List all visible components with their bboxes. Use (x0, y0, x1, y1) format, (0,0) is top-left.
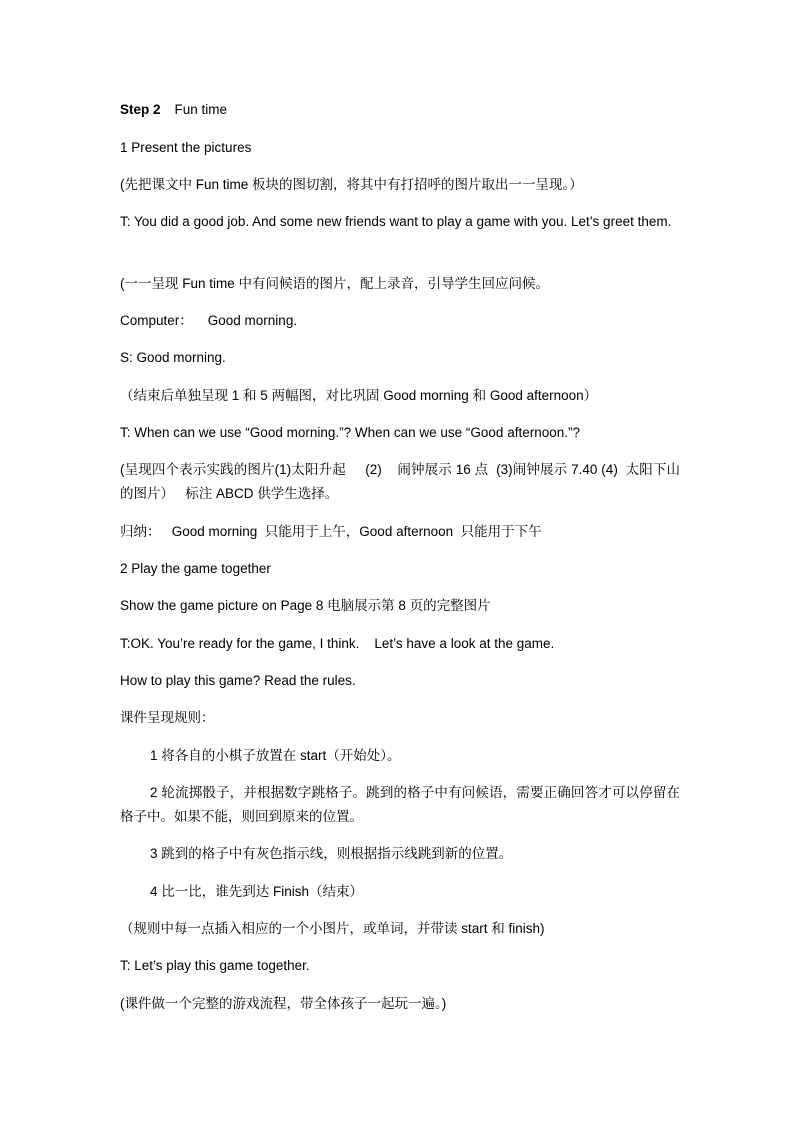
computer-line: Computer： Good morning. (120, 313, 298, 328)
instruction-note: (一一呈现 Fun time 中有问候语的图片，配上录音，引导学生回应问候。 (120, 276, 550, 291)
teacher-line: T:OK. You’re ready for the game, I think. Let’s have a look at the game. (120, 636, 555, 651)
teacher-line: T: Let’s play this game together. (120, 958, 310, 973)
rule-item: 3 跳到的格子中有灰色指示线，则根据指示线跳到新的位置。 (150, 846, 513, 861)
instruction-line: Show the game picture on Page 8 电脑展示第 8 页的完整图片 (120, 598, 491, 613)
step-heading (120, 98, 680, 122)
section-heading-game: 2 Play the game together (120, 561, 271, 576)
instruction-note: (课件做一个完整的游戏流程，带全体孩子一起玩一遍。) (120, 996, 447, 1011)
instruction-note: (先把课文中 Fun time 板块的图切割，将其中有打招呼的图片取出一一呈现。） (120, 177, 583, 192)
instruction-note: （规则中每一点插入相应的一个小图片，或单词，并带读 start 和 finish) (120, 921, 545, 936)
step-title: Fun time (174, 102, 228, 117)
teacher-question: T: When can we use “Good morning.”? When can we use “Good afternoon.”? (120, 425, 580, 440)
section-heading-present: 1 Present the pictures (120, 140, 252, 155)
teacher-line: T: You did a good job. And some new friends want to play a game with you. Let’s greet them. (120, 214, 672, 229)
student-line: S: Good morning. (120, 350, 226, 365)
instruction-note: （结束后单独呈现 1 和 5 两幅图，对比巩固 Good morning 和 Good afternoon） (120, 388, 598, 403)
summary-line: 归纳： Good morning 只能用于上午，Good afternoon 只能用于下午 (120, 524, 542, 539)
instruction-note: (呈现四个表示实践的图片(1)太阳升起 (2) 闹钟展示 16 点 (3)闹钟展示 7.40 (4) 太阳下山的图片） 标注 ABCD 供学生选择。 (120, 462, 680, 501)
rules-heading: 课件呈现规则： (120, 710, 215, 725)
question-line: How to play this game? Read the rules. (120, 673, 356, 688)
step-label: Step 2 (120, 102, 161, 117)
rule-item: 2 轮流掷骰子，并根据数字跳格子。跳到的格子中有问候语，需要正确回答才可以停留在格子中。如果不能，则回到原来的位置。 (120, 785, 680, 824)
rule-item: 1 将各自的小棋子放置在 start（开始处）。 (150, 748, 401, 763)
rule-item: 4 比一比，谁先到达 Finish（结束） (150, 884, 364, 899)
